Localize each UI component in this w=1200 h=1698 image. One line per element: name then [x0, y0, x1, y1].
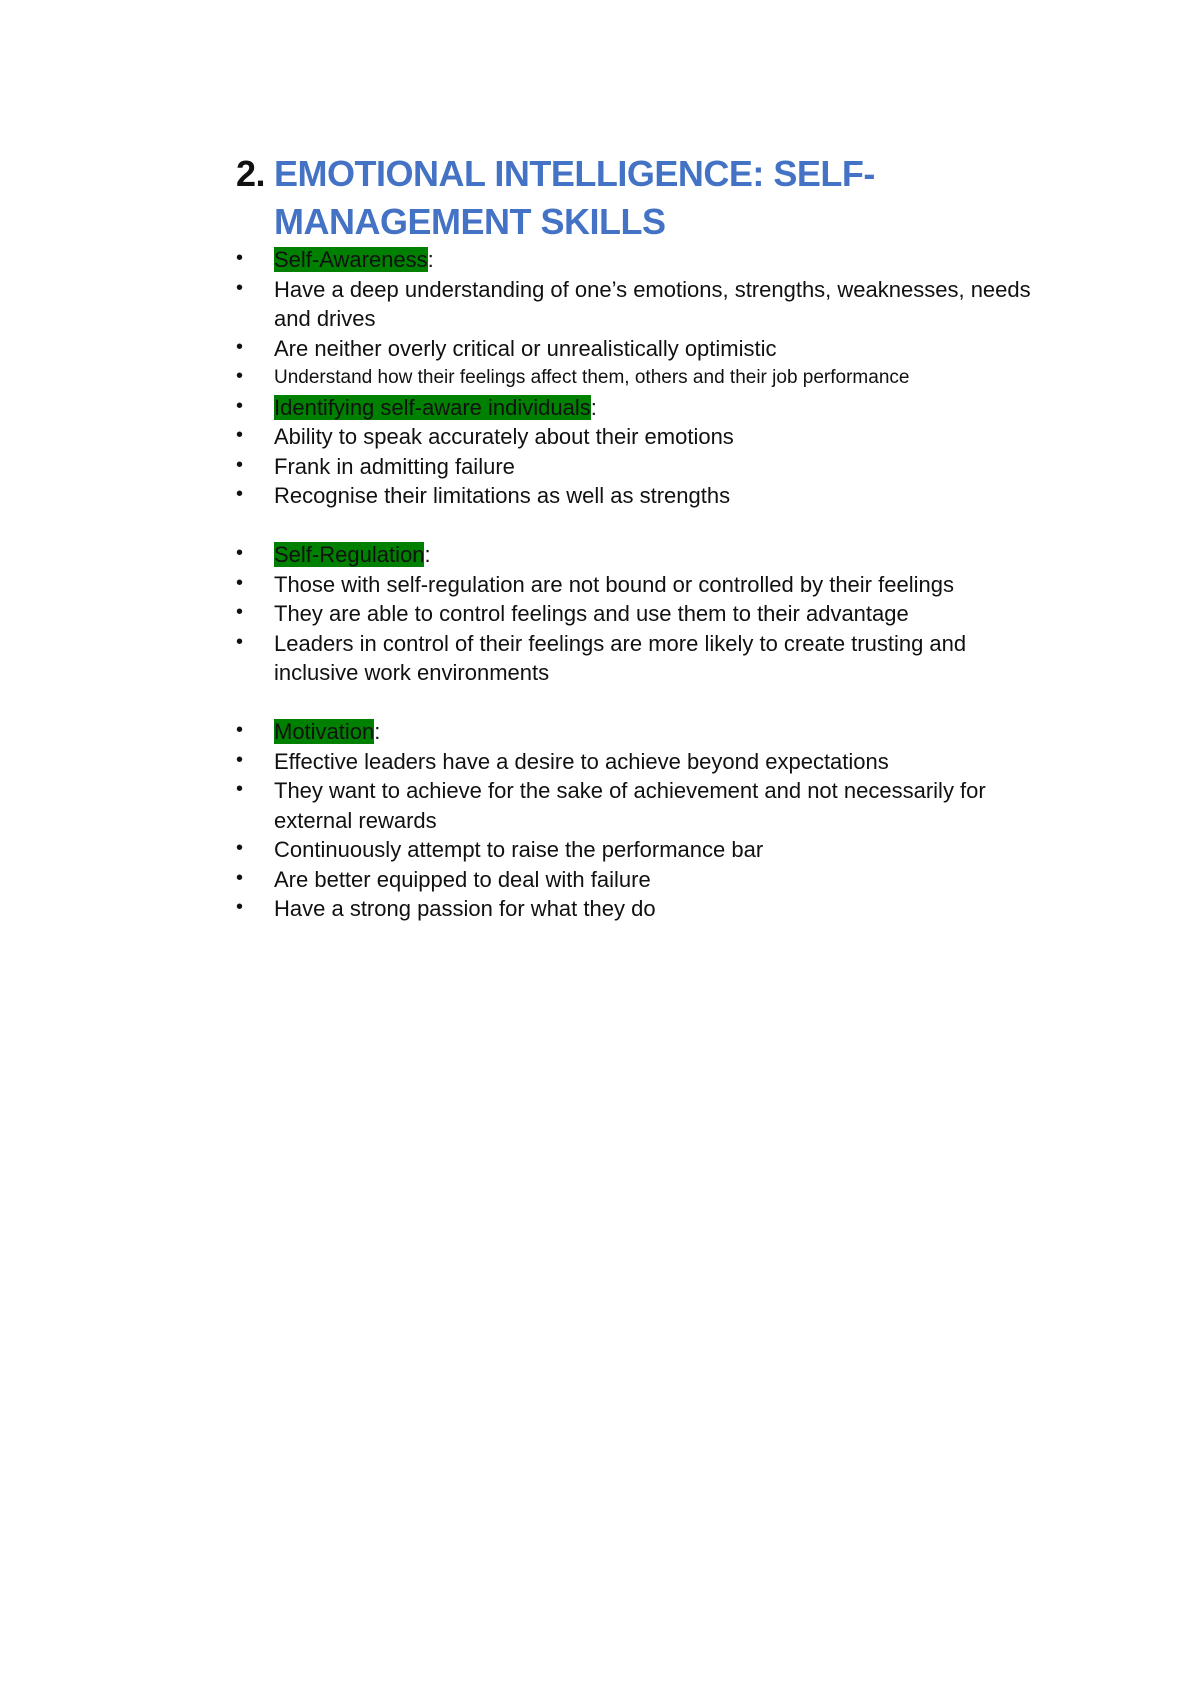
highlighted-label: Self-Awareness	[274, 247, 428, 272]
list-item	[236, 865, 1056, 895]
heading-title-line-2: MANAGEMENT SKILLS	[274, 201, 666, 242]
bullet-icon: •	[236, 630, 244, 653]
bullet-icon: •	[236, 896, 244, 918]
heading-title-line-1: EMOTIONAL INTELLIGENCE: SELF-	[274, 153, 875, 194]
list-item	[236, 275, 1056, 334]
bullet-list	[236, 245, 1056, 924]
bullet-icon: •	[236, 748, 244, 771]
bullet-icon: •	[236, 335, 244, 358]
list-item-text: They want to achieve for the sake of achievement and not necessarily for external rewards	[274, 778, 986, 833]
list-item	[236, 835, 1056, 865]
bullet-icon: •	[236, 247, 244, 269]
highlighted-label: Identifying self-aware individuals	[274, 394, 591, 420]
bullet-icon: •	[236, 571, 244, 594]
bullet-icon: •	[236, 365, 244, 387]
label-suffix: :	[424, 542, 431, 567]
list-item-text: Those with self-regulation are not bound or controlled by their feelings	[274, 571, 954, 597]
list-item-text: Are neither overly critical or unrealistically optimistic	[274, 335, 777, 361]
list-item-text: Leaders in control of their feelings are more likely to create trusting and inclusive work environments	[274, 630, 967, 685]
list-item-text: Continuously attempt to raise the performance bar	[274, 837, 764, 862]
list-item	[236, 334, 1056, 364]
list-item	[236, 629, 1056, 688]
bullet-icon: •	[236, 483, 244, 505]
spacer	[236, 511, 1056, 541]
bullet-icon: •	[236, 453, 244, 476]
label-suffix: :	[374, 719, 381, 744]
bullet-icon: •	[236, 719, 244, 741]
list-item-text: Effective leaders have a desire to achieve beyond expectations	[274, 748, 889, 774]
list-item-text: Are better equipped to deal with failure	[274, 866, 651, 892]
bullet-icon: •	[236, 837, 244, 859]
bullet-icon: •	[236, 866, 244, 889]
list-item-text: Recognise their limitations as well as strengths	[274, 483, 731, 508]
list-item	[236, 599, 1056, 629]
list-item-text: Frank in admitting failure	[274, 453, 515, 479]
list-item	[236, 363, 1056, 393]
bullet-icon: •	[236, 542, 244, 564]
list-item-text: Ability to speak accurately about their emotions	[274, 424, 734, 449]
list-item	[236, 422, 1056, 452]
list-item-label-self-regulation	[236, 540, 1056, 570]
list-item-label-motivation	[236, 717, 1056, 747]
list-item-text: Have a deep understanding of one’s emotions, strengths, weaknesses, needs and drives	[274, 276, 1031, 331]
list-item	[236, 481, 1056, 511]
bullet-icon: •	[236, 424, 244, 446]
list-item	[236, 747, 1056, 777]
section-heading	[236, 150, 1056, 246]
label-suffix: :	[427, 247, 434, 272]
bullet-icon: •	[236, 394, 244, 417]
highlighted-label: Motivation	[274, 719, 375, 744]
list-item-text: Have a strong passion for what they do	[274, 896, 656, 921]
bullet-icon: •	[236, 601, 244, 623]
list-item	[236, 776, 1056, 835]
heading-number: 2.	[236, 153, 266, 194]
highlighted-label: Self-Regulation	[274, 542, 425, 567]
label-suffix: :	[590, 394, 597, 420]
list-item	[236, 452, 1056, 482]
list-item	[236, 570, 1056, 600]
list-item-text: Understand how their feelings affect them, others and their job performance	[274, 367, 910, 388]
bullet-icon: •	[236, 778, 244, 800]
list-item	[236, 894, 1056, 924]
list-item-label-self-awareness	[236, 245, 1056, 275]
list-item-text: They are able to control feelings and use them to their advantage	[274, 601, 909, 626]
bullet-icon: •	[236, 276, 244, 299]
spacer	[236, 688, 1056, 718]
list-item-label-identifying	[236, 393, 1056, 423]
